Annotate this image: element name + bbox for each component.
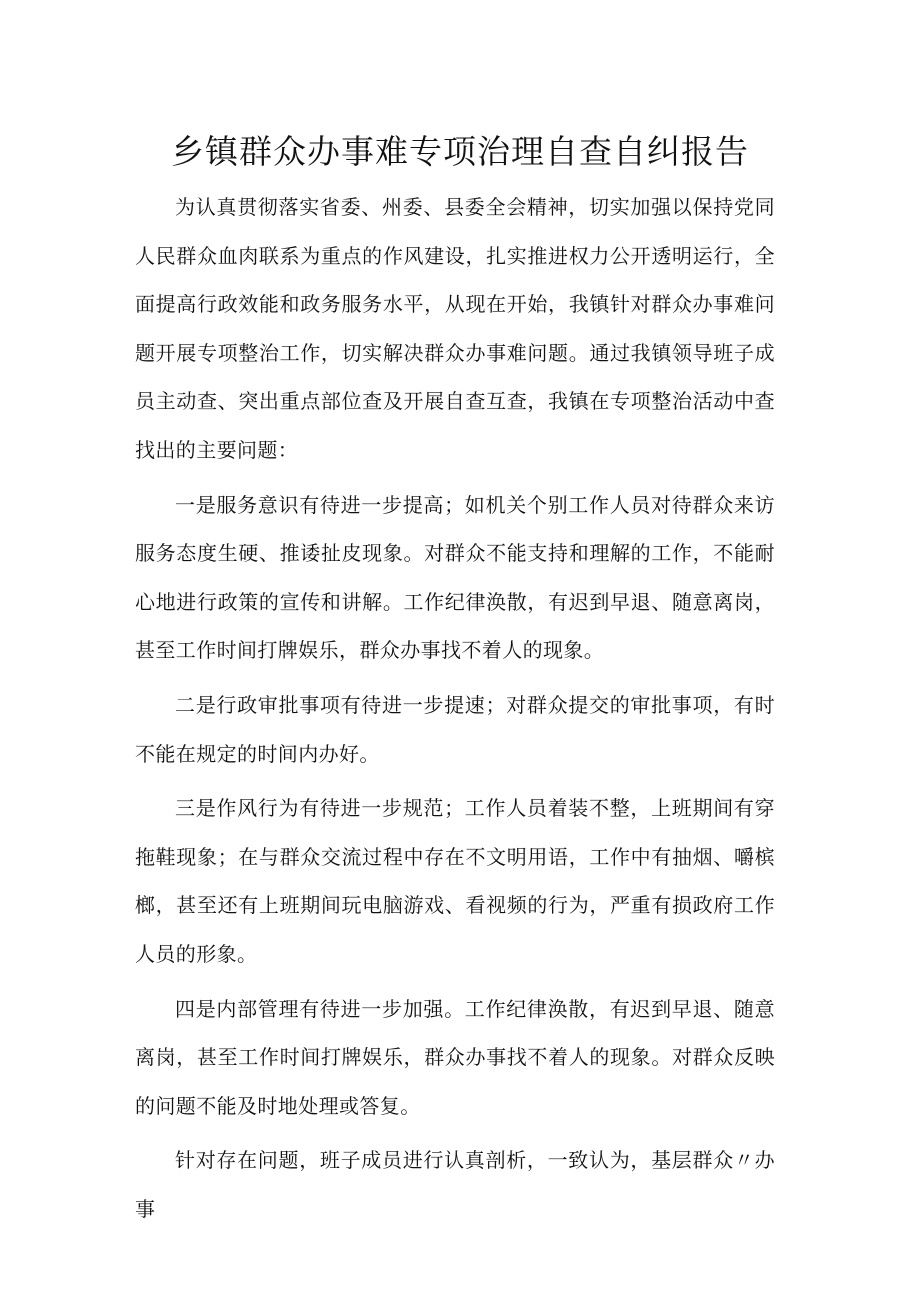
paragraph-analysis: 针对存在问题，班子成员进行认真剖析，一致认为，基层群众〃办事	[135, 1148, 775, 1221]
paragraph-issue-1: 一是服务意识有待进一步提高；如机关个别工作人员对待群众来访服务态度生硬、推诿扯皮现象。对群众不能支持和理解的工作，不能耐心地进行政策的宣传和讲解。工作纪律涣散，有迟到早退、随意离岗，甚至工作时间打牌娱乐，群众办事找不着人的现象。	[135, 492, 775, 663]
document-title: 乡镇群众办事难专项治理自查自纠报告	[171, 132, 749, 171]
paragraph-issue-2: 二是行政审批事项有待进一步提速；对群众提交的审批事项，有时不能在规定的时间内办好。	[135, 692, 775, 766]
paragraph-issue-4: 四是内部管理有待进一步加强。工作纪律涣散，有迟到早退、随意离岗，甚至工作时间打牌娱乐，群众办事找不着人的现象。对群众反映的问题不能及时地处理或答复。	[135, 996, 775, 1118]
paragraph-intro: 为认真贯彻落实省委、州委、县委全会精神，切实加强以保持党同人民群众血肉联系为重点的作风建设，扎实推进权力公开透明运行，全面提高行政效能和政务服务水平，从现在开始，我镇针对群众办事难问题开展专项整治工作，切实解决群众办事难问题。通过我镇领导班子成员主动查、突出重点部位查及开展自查互查，我镇在专项整治活动中查找出的主要问题：	[135, 195, 775, 462]
paragraph-issue-3: 三是作风行为有待进一步规范；工作人员着装不整，上班期间有穿拖鞋现象；在与群众交流过程中存在不文明用语，工作中有抽烟、嚼槟榔，甚至还有上班期间玩电脑游戏、看视频的行为，严重有损政府工作人员的形象。	[135, 796, 775, 966]
document-body	[135, 183, 775, 1239]
